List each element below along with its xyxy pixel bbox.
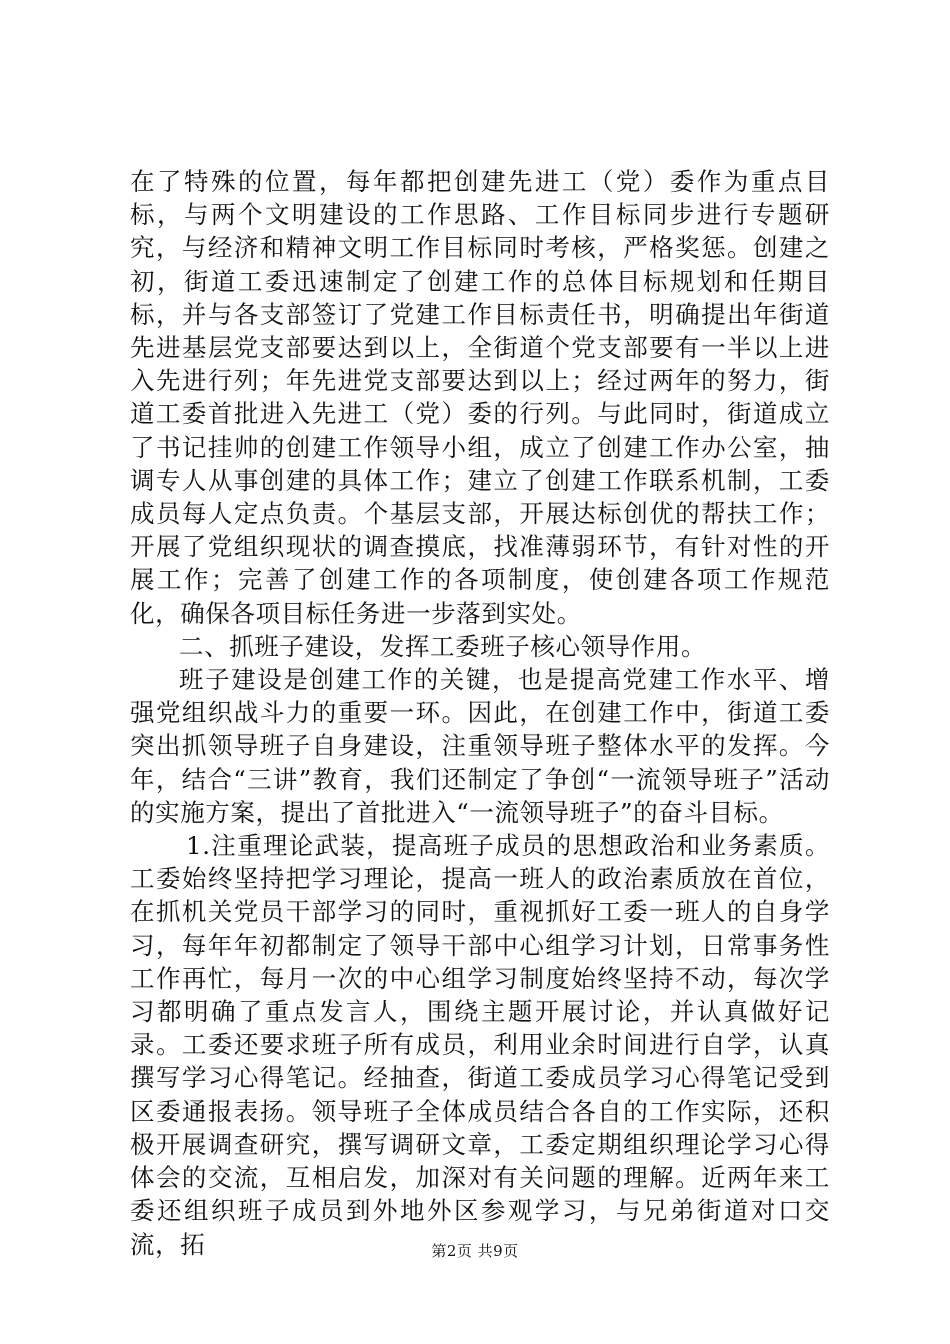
paragraph-theory-study: 1.注重理论武装，提高班子成员的思想政治和业务素质。工委始终坚持把学习理论，提高一班人的政治素质放在首位，在抓机关党员干部学习的同时，重视抓好工委一班人的自身学习，每年年初都制定了领导干部中心组学习计划，日常事务性工作再忙，每月一次的中心组学习制度始终坚持不动，每次学习都明确了重点发言人，围绕主题开展讨论，并认真做好记录。工委还要求班子所有成员，利用业余时间进行自学，认真撰写学习心得笔记。经抽查，街道工委成员学习心得笔记受到区委通报表扬。领导班子全体成员结合各自的工作实际，还积极开展调查研究，撰写调研文章，工委定期组织理论学习心得体会的交流，互相启发，加深对有关问题的理解。近两年来工委还组织班子成员到外地外区参观学习，与兄弟街道对口交流，拓 <box>130 831 830 1259</box>
paragraph-leadership: 班子建设是创建工作的关键，也是提高党建工作水平、增强党组织战斗力的重要一环。因此，在创建工作中，街道工委突出抓领导班子自身建设，注重领导班子整体水平的发挥。今年，结合“三讲”教育，我们还制定了争创“一流领导班子”活动的实施方案，提出了首批进入“一流领导班子”的奋斗目标。 <box>130 665 830 827</box>
document-body <box>130 165 830 1261</box>
section-heading: 二、抓班子建设，发挥工委班子核心领导作用。 <box>179 631 707 661</box>
paragraph-continuation: 在了特殊的位置，每年都把创建先进工（党）委作为重点目标，与两个文明建设的工作思路、工作目标同步进行专题研究，与经济和精神文明工作目标同时考核，严格奖惩。创建之初，街道工委迅速制定了创建工作的总体目标规划和任期目标，并与各支部签订了党建工作目标责任书，明确提出年街道先进基层党支部要达到以上，全街道个党支部要有一半以上进入先进行列；年先进党支部要达到以上；经过两年的努力，街道工委首批进入先进工（党）委的行列。与此同时，街道成立了书记挂帅的创建工作领导小组，成立了创建工作办公室，抽调专人从事创建的具体工作；建立了创建工作联系机制，工委成员每人定点负责。个基层支部，开展达标创优的帮扶工作；开展了党组织现状的调查摸底，找准薄弱环节，有针对性的开展工作；完善了创建工作的各项制度，使创建各项工作规范化，确保各项目标任务进一步落到实处。 <box>130 167 830 628</box>
page-footer: 第2页 共9页 <box>431 1242 519 1260</box>
